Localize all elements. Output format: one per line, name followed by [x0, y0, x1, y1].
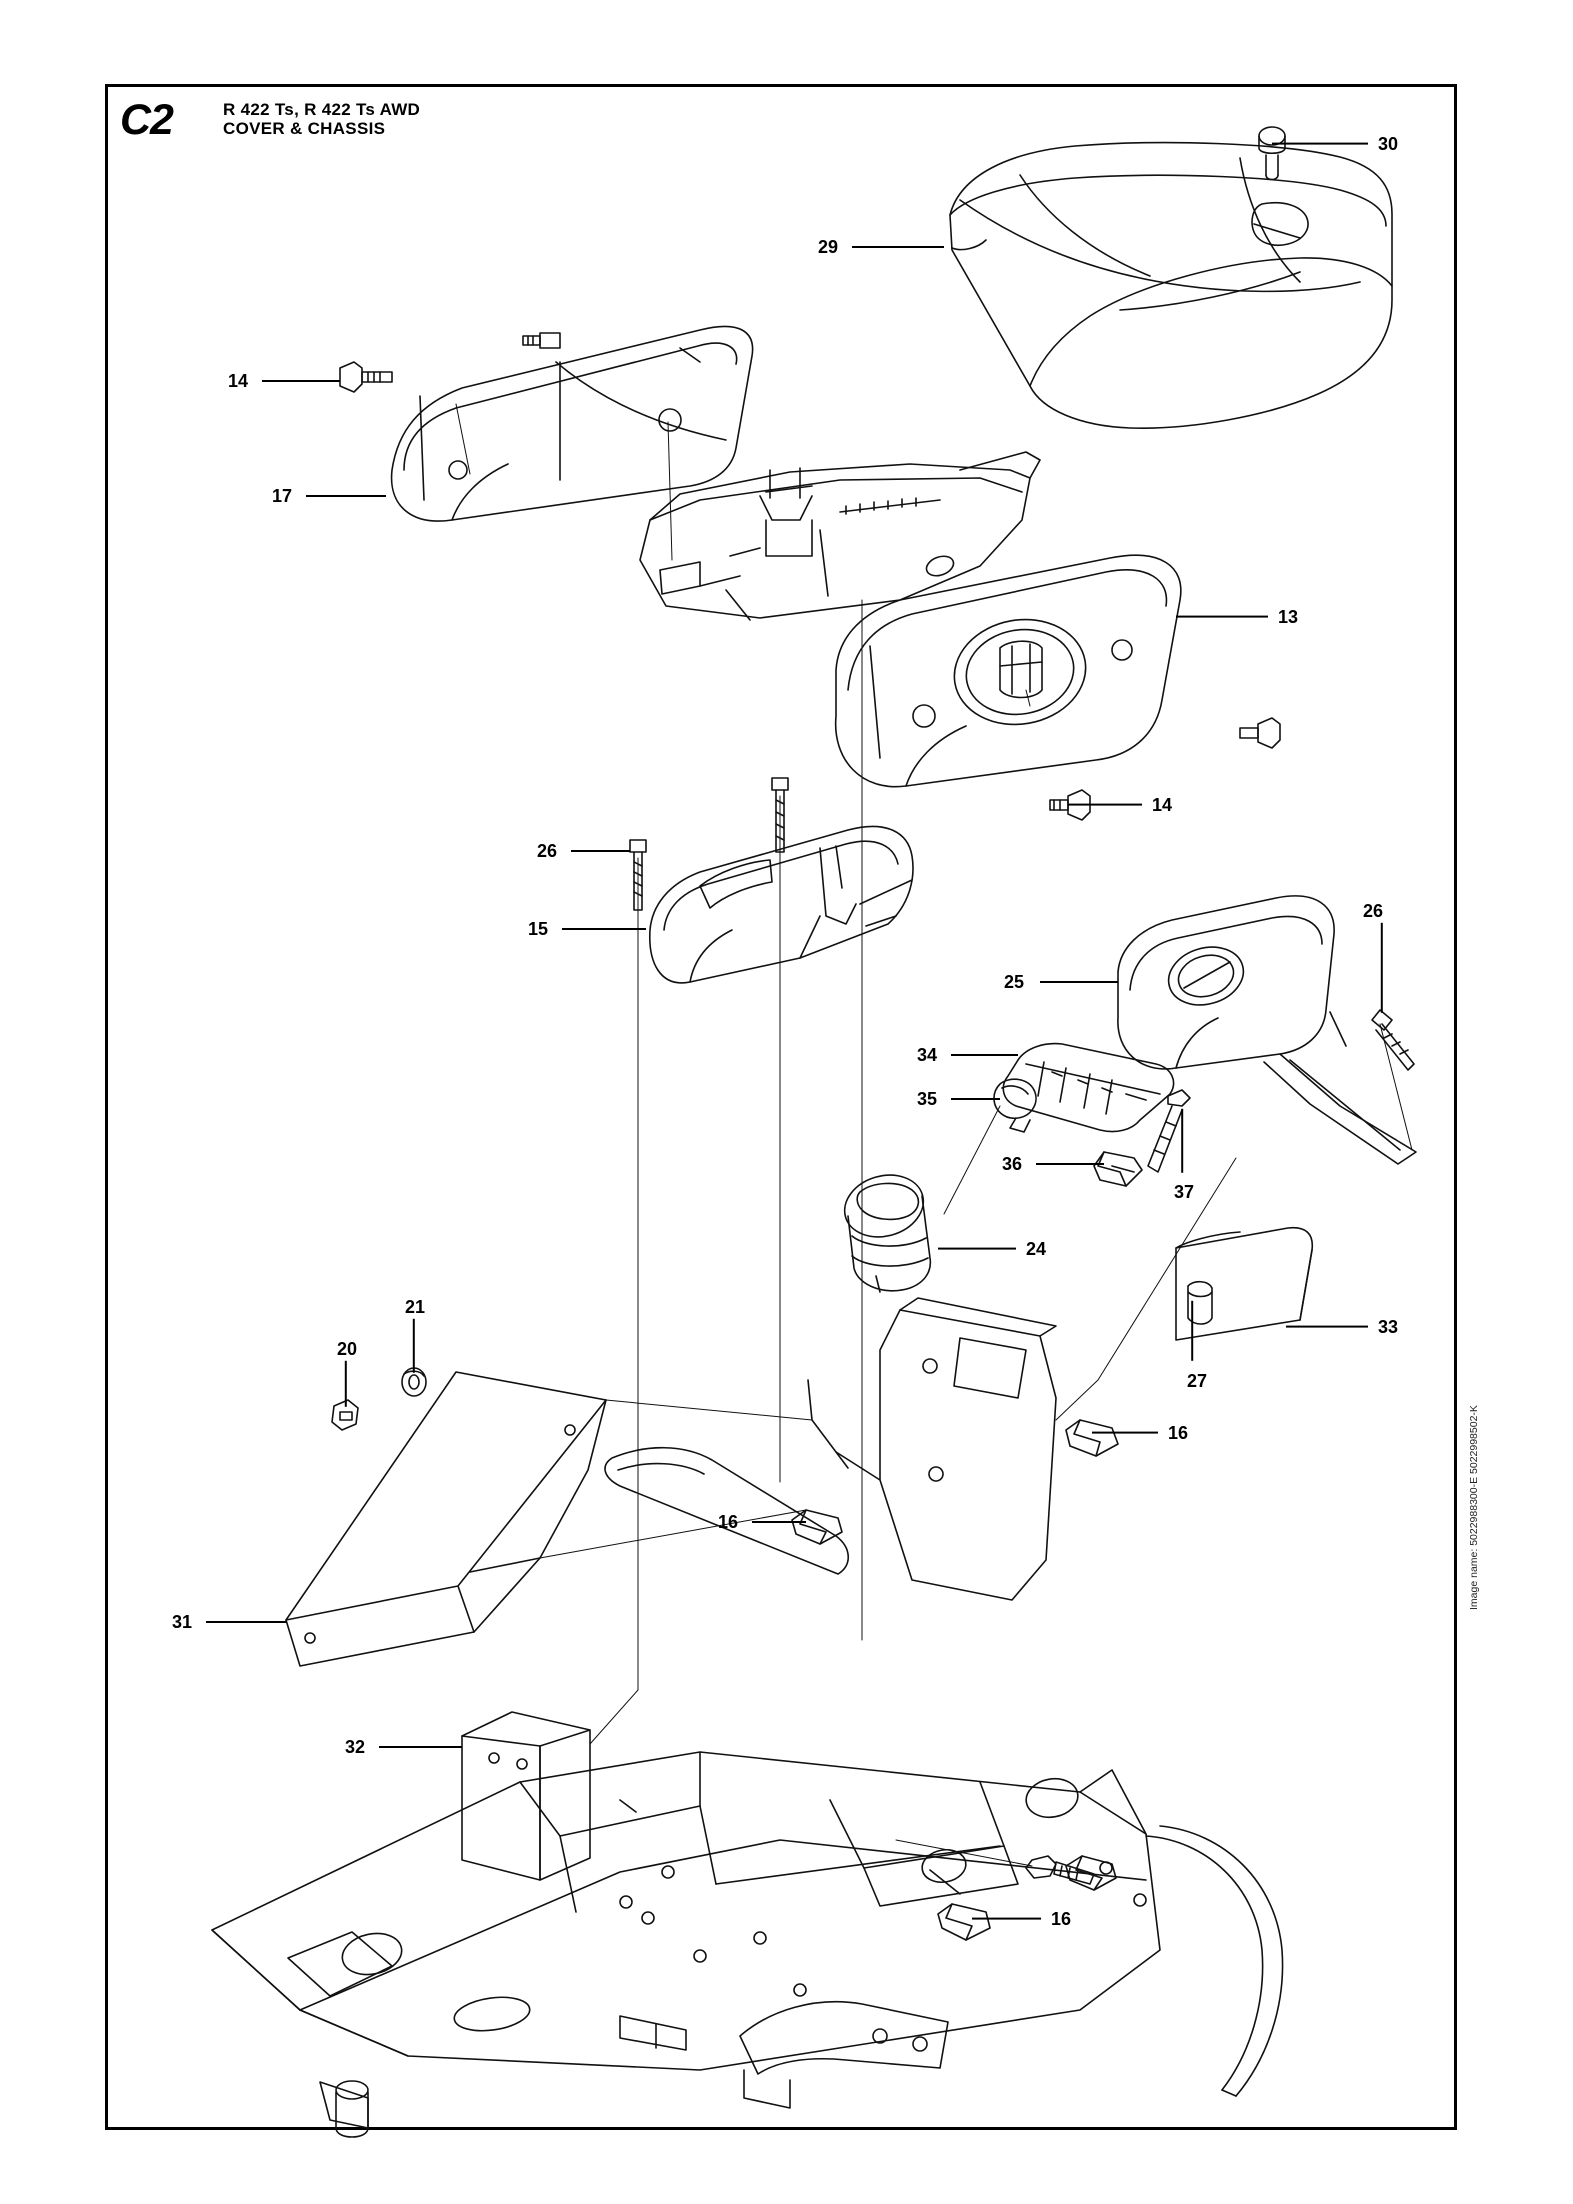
- plate-border: [105, 84, 1457, 2130]
- plate-titles: [223, 100, 420, 138]
- leader-line: [206, 1621, 286, 1623]
- callout-number: 15: [528, 919, 549, 939]
- leader-line: [1068, 804, 1142, 806]
- callout-number: 26: [537, 841, 558, 861]
- leader-line: [306, 495, 386, 497]
- leader-line: [262, 380, 340, 382]
- leader-line: [972, 1918, 1041, 1920]
- callout-number: 13: [1278, 607, 1299, 627]
- section-title: COVER & CHASSIS: [223, 119, 386, 138]
- callout-number: 16: [1051, 1909, 1072, 1929]
- leader-line: [951, 1054, 1018, 1056]
- leader-line: [1036, 1163, 1104, 1165]
- callout-number: 16: [718, 1512, 739, 1532]
- callout-number: 37: [1174, 1182, 1195, 1202]
- leader-line: [1040, 981, 1118, 983]
- callout-number: 16: [1168, 1423, 1189, 1443]
- leader-line: [752, 1521, 806, 1523]
- leader-line: [413, 1319, 415, 1373]
- leader-line: [379, 1746, 462, 1748]
- callout-number: 31: [172, 1612, 193, 1632]
- callout-number: 21: [405, 1297, 426, 1317]
- leader-line: [1272, 143, 1368, 145]
- callout-number: 17: [272, 486, 293, 506]
- leader-line: [852, 246, 944, 248]
- callout-number: 26: [1363, 901, 1384, 921]
- leader-line: [1381, 923, 1383, 1013]
- leader-line: [1191, 1301, 1193, 1361]
- leader-line: [938, 1248, 1016, 1250]
- plate-header: [120, 96, 640, 166]
- leader-line: [1181, 1109, 1183, 1173]
- callout-number: 35: [917, 1089, 938, 1109]
- callout-number: 29: [818, 237, 839, 257]
- callout-number: 27: [1187, 1371, 1208, 1391]
- callout-number: 32: [345, 1737, 366, 1757]
- model-line: R 422 Ts, R 422 Ts AWD: [223, 100, 421, 119]
- callout-number: 25: [1004, 972, 1025, 992]
- callout-number: 14: [1152, 795, 1173, 815]
- callout-number: 30: [1378, 134, 1399, 154]
- callout-number: 20: [337, 1339, 358, 1359]
- leader-line: [562, 928, 646, 930]
- callout-number: 33: [1378, 1317, 1399, 1337]
- leader-line: [1092, 1432, 1158, 1434]
- leader-line: [1286, 1326, 1368, 1328]
- leader-line: [345, 1361, 347, 1407]
- leader-line: [951, 1098, 1000, 1100]
- leader-line: [571, 850, 630, 852]
- leader-line: [1176, 616, 1268, 618]
- callout-number: 36: [1002, 1154, 1023, 1174]
- callout-number: 24: [1026, 1239, 1047, 1259]
- callout-number: 34: [917, 1045, 938, 1065]
- callout-number: 14: [228, 371, 249, 391]
- image-name-code: Image name: 5022988300-E 5022998502-K: [1468, 1405, 1480, 1610]
- plate-code: C2: [120, 96, 173, 144]
